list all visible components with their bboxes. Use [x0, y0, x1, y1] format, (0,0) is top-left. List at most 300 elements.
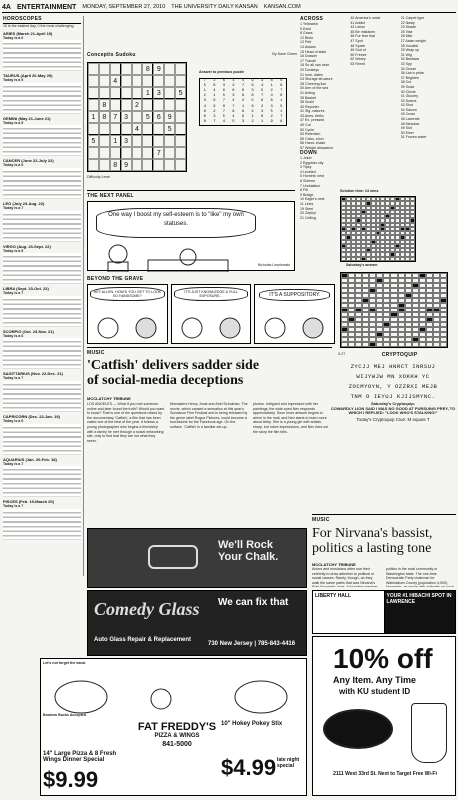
sudoku-cell[interactable] [164, 63, 175, 75]
sudoku-cell[interactable] [142, 159, 153, 171]
crossword-clue: 38 Cut [400, 80, 412, 85]
sudoku-answer-cell: 7 [280, 114, 283, 119]
crossword-clue: 12 Bisto [300, 35, 313, 40]
glass-ad-name: Comedy Glass [94, 599, 200, 619]
crossword-clue: 23 Shade [400, 25, 417, 30]
grave-drawing-2 [172, 313, 250, 343]
sudoku-answer-cell: 6 [251, 84, 254, 89]
grave-bubble-2: IT'S JUST KNOWLEDGE & FULL EXPOSURE... [174, 287, 249, 301]
sudoku-cell[interactable] [175, 111, 186, 123]
sudoku-cell[interactable]: 4 [110, 75, 121, 87]
sudoku-cell[interactable] [175, 159, 186, 171]
sudoku-cell[interactable] [153, 135, 164, 147]
sudoku-cell[interactable]: 9 [153, 63, 164, 75]
sudoku-cell[interactable] [175, 123, 186, 135]
crossword-answer-title: Saturday's answer [346, 263, 378, 267]
sudoku-cell[interactable]: 8 [99, 99, 110, 111]
cryptoquip-line-2: WIJYWJW MN XOKKH YC [356, 373, 430, 380]
down-clue-list-3 [401, 16, 455, 151]
speech-bubble: One way I boost my self-esteem is to "like" my own statuses. [96, 208, 256, 238]
crossword-cell [440, 342, 447, 347]
sudoku-cell[interactable]: 9 [164, 111, 175, 123]
comic-credit: Nicholas Lesniewski [257, 263, 290, 268]
chalk-ad[interactable] [87, 528, 307, 588]
crossword-cell [348, 342, 355, 347]
horoscope-intro: 10 is the easiest day, 0 the most challenging. [3, 24, 75, 28]
sign-name: SCORPIO (Oct. 23-Nov. 21) [3, 328, 54, 334]
sudoku-cell[interactable] [132, 87, 143, 99]
sudoku-cell[interactable] [164, 99, 175, 111]
horoscope-title: HOROSCOPES [3, 16, 81, 24]
freddy-left-price: $9.99 [43, 767, 99, 792]
grave-drawing-3 [255, 313, 333, 343]
sign-rating: Today is a 5 [3, 248, 24, 253]
grave-bubble-1: HEY ALLEN, HOW'D YOU GET TO LOOK SO HANDSOME? [90, 287, 165, 301]
sudoku-answer-cell: 4 [232, 99, 235, 104]
grave-comic [87, 284, 335, 344]
crossword-clue: 41 Sig- natures [300, 109, 325, 114]
crossword-cell [405, 342, 412, 347]
crossword-cell [426, 342, 433, 347]
sudoku-cell[interactable] [121, 87, 132, 99]
sign-rating: Today is a 5 [3, 120, 24, 125]
sudoku-answer-cell: 3 [260, 109, 264, 114]
sudoku-cell[interactable] [99, 123, 110, 135]
sudoku-cell[interactable]: 4 [132, 123, 143, 135]
sudoku-cell[interactable] [164, 135, 175, 147]
section-rule [312, 514, 456, 515]
sudoku-cell[interactable] [164, 159, 175, 171]
sudoku-answer-cell: 8 [260, 114, 264, 119]
sudoku-answer-cell: 5 [260, 89, 264, 94]
crossword-cell [362, 342, 369, 347]
crossword-clue: 27 Asian weight [400, 38, 426, 43]
sudoku-answer-cell: 7 [213, 119, 216, 124]
sudoku-cell[interactable] [175, 135, 186, 147]
sudoku-cell[interactable]: 3 [153, 87, 164, 99]
crossword-clue: 15 Head of state [300, 49, 327, 54]
sign-rating: Today is a 5 [3, 163, 24, 168]
sudoku-cell[interactable] [99, 135, 110, 147]
sudoku-answer-cell: 9 [241, 94, 245, 99]
sudoku-cell[interactable] [121, 99, 132, 111]
column-divider [83, 16, 84, 576]
culvers-deal-line2: Any Item. Any Time [333, 675, 417, 685]
sudoku-answer-cell: 6 [203, 114, 206, 119]
sudoku-answer-cell: 1 [232, 79, 235, 83]
across-title: ACROSS [300, 16, 324, 22]
sudoku-cell[interactable] [132, 135, 143, 147]
cryptoquip-sat-answer: COWARDLY LION SAID I WAS NO GOOD AT PURSUING PREY, TO WHICH I REPLIED: "LOOK WHO'S STALKING!" [330, 406, 456, 416]
sign-text [3, 338, 81, 369]
crossword-clue: 34 Ocean [400, 66, 417, 71]
sudoku-answer-cell: 7 [203, 79, 206, 83]
sudoku-cell[interactable]: 1 [142, 87, 153, 99]
crossword-clue: 48 Spare [350, 43, 365, 48]
cryptoquip-line-1: ZYCJJ MEJ HNRCT INRSUJ [350, 363, 436, 370]
sudoku-cell[interactable] [121, 123, 132, 135]
sudoku-cell[interactable] [175, 147, 186, 159]
sign-text [3, 83, 81, 114]
sudoku-answer-cell: 3 [241, 119, 245, 124]
crossword-clue: 37 Brighten [400, 75, 420, 80]
culvers-ad[interactable] [312, 636, 456, 796]
sudoku-answer-cell: 5 [232, 119, 235, 124]
crossword-clue: 53 Retention [300, 132, 321, 137]
crossword-clue: 41 Addict [350, 20, 366, 25]
crossword-clue: 52 Weary [350, 57, 366, 62]
site-link[interactable]: KANSAN.COM [263, 4, 301, 10]
glass-ad[interactable] [87, 590, 307, 656]
sudoku-title: Conceptis Sudoku [87, 52, 136, 58]
crossword-clue: 40 Chicle [400, 89, 416, 94]
sudoku-cell[interactable] [142, 135, 153, 147]
sudoku-cell[interactable]: 5 [88, 135, 99, 147]
sign-name: CAPRICORN (Dec. 22-Jan. 19) [3, 413, 60, 419]
sudoku-answer-cell: 5 [251, 99, 254, 104]
hibachi-ad[interactable]: YOUR #1 HIBACHI SPOT IN LAWRENCE [385, 591, 456, 633]
crossword-clue: 6 Solemn [300, 178, 316, 183]
sudoku-cell[interactable] [132, 63, 143, 75]
glass-ad-phone[interactable]: 730 New Jersey | 785-843-4416 [208, 641, 296, 647]
sudoku-answer-cell: 8 [203, 119, 206, 124]
cryptoquip-clue: Today's Cryptoquip Clue: M equals T [356, 417, 430, 422]
crossword-clue: 28 Cheering lion [300, 81, 327, 86]
crossword-cell [341, 342, 348, 347]
freddy-subtitle: PIZZA & WINGS [154, 733, 200, 739]
solution-time: Solution time: 24 mins. [340, 189, 380, 193]
section-rule [87, 347, 332, 348]
grave-drawing-1 [88, 313, 166, 343]
page-header [2, 2, 456, 13]
sign-text [3, 381, 81, 412]
sudoku-cell[interactable]: 6 [153, 111, 164, 123]
sudoku-cell[interactable] [132, 159, 143, 171]
sign-rating: Today is a 6 [3, 333, 24, 338]
sudoku-cell[interactable] [121, 75, 132, 87]
crossword-clue: 31 Wig [400, 52, 412, 57]
sudoku-cell[interactable] [164, 147, 175, 159]
article1-headline-2: of social-media deceptions [87, 373, 244, 388]
sudoku-cell[interactable] [132, 147, 143, 159]
sudoku-cell[interactable] [142, 123, 153, 135]
horoscope-sign [3, 457, 81, 498]
sudoku-cell[interactable]: 5 [175, 87, 186, 99]
crossword-answer-grid [340, 196, 416, 262]
grave-title: BEYOND THE GRAVE [87, 276, 144, 282]
cryptoquip-line-4: TNM O IEYUJ KJIJSMYNC. [350, 393, 436, 400]
sign-rating: Today is a 5 [3, 78, 24, 83]
sign-rating: Today is a 7 [3, 205, 24, 210]
crossword-clue: 18 So all can hear [300, 63, 329, 68]
sudoku-cell[interactable] [142, 99, 153, 111]
sudoku-answer-cell: 7 [232, 104, 235, 109]
crossword-clue: 20 Donkeys [300, 67, 319, 72]
horoscope-sign [3, 329, 81, 370]
sign-text [3, 211, 81, 242]
crossword-clue: 31 Aiding [300, 90, 315, 95]
crossword-clue: 8 Grass [300, 31, 313, 36]
sudoku-byline: By Dave Green [272, 52, 297, 56]
sudoku-cell[interactable]: 5 [164, 123, 175, 135]
sign-rating: Today is a 7 [3, 376, 24, 381]
sudoku-answer-cell: 3 [251, 89, 254, 94]
sudoku-cell[interactable] [142, 147, 153, 159]
sign-name: TAURUS (April 20-May 20) [3, 73, 53, 79]
sudoku-cell[interactable] [99, 63, 110, 75]
sign-text [3, 509, 81, 540]
cryptoquip-box [338, 352, 454, 358]
sudoku-answer-cell: 1 [213, 94, 216, 99]
sudoku-cell[interactable]: 1 [88, 111, 99, 123]
sudoku-answer-cell: 8 [270, 79, 273, 83]
crossword-cell [398, 342, 405, 347]
sudoku-answer-cell: 6 [280, 94, 283, 99]
chalk-ad-slogan: We'll Rock Your Chalk. [218, 539, 279, 563]
sudoku-answer-cell: 4 [270, 94, 273, 99]
sudoku-answer-cell: 7 [260, 94, 264, 99]
sudoku-cell[interactable] [88, 63, 99, 75]
sudoku-cell[interactable]: 8 [142, 63, 153, 75]
sudoku-answer-cell: 3 [270, 104, 273, 109]
chalk-ad-graphic [148, 545, 198, 569]
sudoku-cell[interactable] [88, 87, 99, 99]
article2-headline-2: politics a lasting tone [312, 541, 432, 556]
sign-name: LIBRA (Sept. 23-Oct. 22) [3, 286, 49, 292]
crossword-puzzle-grid[interactable] [340, 272, 448, 348]
sudoku-answer-cell: 8 [270, 99, 273, 104]
sudoku-answer-cell: 1 [280, 109, 283, 114]
crossword-clue: 49 Cut [300, 123, 311, 128]
across-clue-list [300, 22, 348, 151]
sudoku-answer-cell: 7 [280, 89, 283, 94]
crossword-cell [369, 342, 376, 347]
sudoku-answer-cell: 8 [222, 104, 226, 109]
sudoku-answer-cell: 6 [222, 79, 226, 83]
article1-byline: MCCLATCHY TRIBUNE [87, 396, 131, 401]
sudoku-answer-cell: 2 [213, 79, 216, 83]
sudoku-cell[interactable]: 2 [132, 99, 143, 111]
sudoku-answer-cell: 9 [241, 114, 245, 119]
cryptoquip-sat-label: Saturday's Cryptoquip: [370, 402, 416, 406]
crossword-clue: 55 Cabo- chon [300, 136, 324, 141]
crossword-clue: 53 Remit [350, 61, 365, 66]
sudoku-answer-cell: 2 [213, 109, 216, 114]
sudoku-answer-cell: 6 [251, 104, 254, 109]
sudoku-cell[interactable]: 3 [121, 111, 132, 123]
sudoku-cell[interactable] [99, 147, 110, 159]
liberty-hall-ad[interactable]: LIBERTY HALL [313, 591, 385, 633]
culvers-discount: 10% off [333, 643, 433, 674]
sudoku-answer-cell: 9 [222, 89, 226, 94]
sudoku-answer-cell: 7 [241, 84, 245, 89]
crossword-clue: 26 Mist [400, 34, 413, 39]
section-rule [87, 190, 295, 191]
sudoku-cell[interactable]: 1 [110, 135, 121, 147]
sudoku-cell[interactable]: 5 [142, 111, 153, 123]
sudoku-answer-cell: 5 [222, 94, 226, 99]
article2-col2: politics in the rural community in Washington state. The one-time Democratic Party chairman for Wahkiakum County (population 4,000), [386, 567, 448, 585]
bookem-note: Bookem Bucks Accepted [43, 713, 87, 717]
sudoku-cell[interactable] [99, 87, 110, 99]
crossword-clue: 39 Soda [400, 84, 415, 89]
sudoku-answer-cell: 9 [213, 104, 216, 109]
sudoku-cell[interactable] [153, 75, 164, 87]
sudoku-cell[interactable] [153, 99, 164, 111]
crossword-cell [433, 342, 440, 347]
crossword-clue: 50 Cycle [300, 127, 314, 132]
sudoku-cell[interactable]: 8 [110, 159, 121, 171]
horoscope-sign [3, 201, 81, 242]
cryptoquip-text [330, 362, 456, 422]
crossword-clue: 28 Vocalist [400, 43, 419, 48]
sudoku-answer-cell: 3 [232, 94, 235, 99]
sudoku-cell[interactable] [175, 63, 186, 75]
sign-text [3, 253, 81, 284]
sudoku-cell[interactable] [121, 147, 132, 159]
sudoku-answer-cell: 3 [203, 99, 206, 104]
sudoku-cell[interactable] [164, 75, 175, 87]
cryptoquip-code: 9-27 [338, 352, 346, 356]
sudoku-answer-cell: 5 [280, 104, 283, 109]
sign-text [3, 40, 81, 71]
article2-headline-1: For Nirvana's bassist, [312, 526, 433, 541]
sudoku-answer-cell: 2 [203, 94, 206, 99]
crossword-clue: 42 Drama [400, 98, 417, 103]
sudoku-cell[interactable]: 7 [153, 147, 164, 159]
sudoku-box [87, 52, 297, 182]
sign-name: SAGITTARIUS (Nov. 22-Dec. 21) [3, 371, 63, 377]
article1-col2: filmmakers Henry Joost and Ariel Schulman. The movie, which caused a sensation at this year's Sundance Film Festival and is being released by the genre label Rogue Pictures, could become a touchstone for the Facebook age. On the surface, 'Catfish' is a familiar set-up. [170, 402, 248, 429]
article1-section: MUSIC [87, 350, 105, 356]
crossword-clue: 45 Be mistaken [350, 29, 376, 34]
sudoku-cell[interactable] [153, 159, 164, 171]
sudoku-cell[interactable] [175, 99, 186, 111]
sudoku-cell[interactable] [88, 159, 99, 171]
crossword-clue: 45 Cross [400, 112, 416, 117]
sudoku-cell[interactable]: 9 [121, 159, 132, 171]
crossword-clue: 47 Spot [350, 38, 363, 43]
sudoku-cell[interactable] [132, 75, 143, 87]
sudoku-cell[interactable] [110, 147, 121, 159]
crossword-clue: 46 Lacerate [400, 117, 420, 122]
crossword-clue: 29 Wrap up [400, 48, 420, 53]
horoscope-sign [3, 499, 81, 540]
crossword-clue: 21 Inmi- dates [300, 72, 323, 77]
crossword-clue: 46 For fear that [350, 34, 375, 39]
sudoku-answer-cell: 9 [280, 84, 283, 89]
sign-rating: Today is a 6 [3, 418, 24, 423]
sudoku-cell[interactable] [88, 123, 99, 135]
crossword-clue: 3 Tipsy [300, 165, 312, 170]
crossword-clue: 30 Arm of the sea [300, 86, 329, 91]
horoscope-sign [3, 286, 81, 327]
sudoku-cell[interactable] [164, 87, 175, 99]
sign-text [3, 168, 81, 199]
sudoku-grid[interactable] [87, 62, 187, 172]
sudoku-answer-cell: 4 [232, 114, 235, 119]
crossword-clue: 2 Egyptian city [300, 160, 324, 165]
crossword-clue: 33 Spy [400, 61, 412, 66]
across-clue-list-2 [350, 16, 398, 151]
sudoku-cell[interactable] [99, 159, 110, 171]
sudoku-cell[interactable] [142, 75, 153, 87]
sign-text [3, 125, 81, 156]
sudoku-cell[interactable] [121, 63, 132, 75]
sudoku-cell[interactable] [110, 123, 121, 135]
sudoku-answer-cell: 9 [251, 79, 254, 83]
sudoku-cell[interactable] [88, 99, 99, 111]
sudoku-cell[interactable] [99, 75, 110, 87]
sudoku-answer-cell: 2 [241, 99, 245, 104]
sudoku-answer-cell: 7 [222, 109, 226, 114]
crossword-clue: 7 Undulation [300, 183, 321, 188]
sudoku-answer-cell: 1 [241, 104, 245, 109]
freddy-left-deal: 14" Large Pizza & 8 Fresh Wings Dinner Special [43, 751, 117, 763]
sudoku-cell[interactable] [132, 111, 143, 123]
freddy-phone[interactable]: 841-5000 [162, 741, 192, 748]
sudoku-cell[interactable] [110, 63, 121, 75]
sudoku-answer-cell: 2 [232, 84, 235, 89]
crossword-cell [390, 342, 397, 347]
sudoku-cell[interactable] [110, 99, 121, 111]
sudoku-answer-cell: 3 [260, 79, 264, 83]
article2-section: MUSIC [312, 517, 330, 523]
crossword-clue: 47 Ex- pressed [300, 118, 325, 123]
next-panel-comic [87, 201, 295, 271]
sudoku-cell[interactable]: 3 [121, 135, 132, 147]
sudoku-answer-cell: 5 [280, 79, 283, 83]
sudoku-cell[interactable] [88, 75, 99, 87]
sudoku-cell[interactable]: 8 [99, 111, 110, 123]
sudoku-cell[interactable] [153, 123, 164, 135]
sudoku-answer-cell: 8 [251, 94, 254, 99]
crossword-clue: 43 Anes- thetic [300, 113, 324, 118]
grave-bubble-3: IT'S A SUPPOSITORY. [259, 289, 330, 301]
crossword-clue: 49 Sort of [350, 48, 366, 53]
culvers-address: 2111 West 33rd St. Next to Target Free Wi-Fi [333, 771, 437, 777]
sudoku-answer-cell: 2 [251, 119, 254, 124]
sudoku-answer-grid [199, 78, 287, 126]
crossword-clue: 16 Dossier [300, 54, 318, 59]
glass-ad-subtitle: Auto Glass Repair & Replacement [94, 637, 192, 643]
sudoku-cell[interactable] [175, 75, 186, 87]
crossword-clue: 9 Bridge [300, 192, 314, 197]
crossword-clue: 22 Nasty [400, 20, 415, 25]
sudoku-cell[interactable]: 7 [110, 111, 121, 123]
sudoku-answer-cell: 9 [203, 109, 206, 114]
crossword-clue: 19 Steel [300, 206, 314, 211]
sudoku-cell[interactable] [88, 147, 99, 159]
crossword-clue: 40 America's uncle [350, 16, 381, 20]
sign-name: ARIES (March 21-April 19) [3, 30, 53, 36]
sudoku-answer-cell: 8 [213, 84, 216, 89]
sudoku-answer-cell: 6 [280, 119, 283, 124]
comic-art [41, 667, 307, 727]
sudoku-answer-cell: 3 [213, 114, 216, 119]
fat-freddys-ad[interactable] [40, 658, 307, 796]
sudoku-answer-cell: 1 [280, 99, 283, 104]
sudoku-answer-cell: 1 [270, 84, 273, 89]
sudoku-answer-cell: 8 [232, 109, 235, 114]
glass-ad-tagline: We can fix that [218, 597, 289, 608]
sudoku-cell[interactable] [110, 87, 121, 99]
issue-date: MONDAY, SEPTEMBER 27, 2010 [82, 4, 166, 10]
sudoku-answer-cell: 9 [270, 119, 273, 124]
liberty-hibachi-ads [312, 590, 456, 634]
sign-text [3, 296, 81, 327]
crossword-clue: 57 Weight allowance [300, 146, 334, 151]
